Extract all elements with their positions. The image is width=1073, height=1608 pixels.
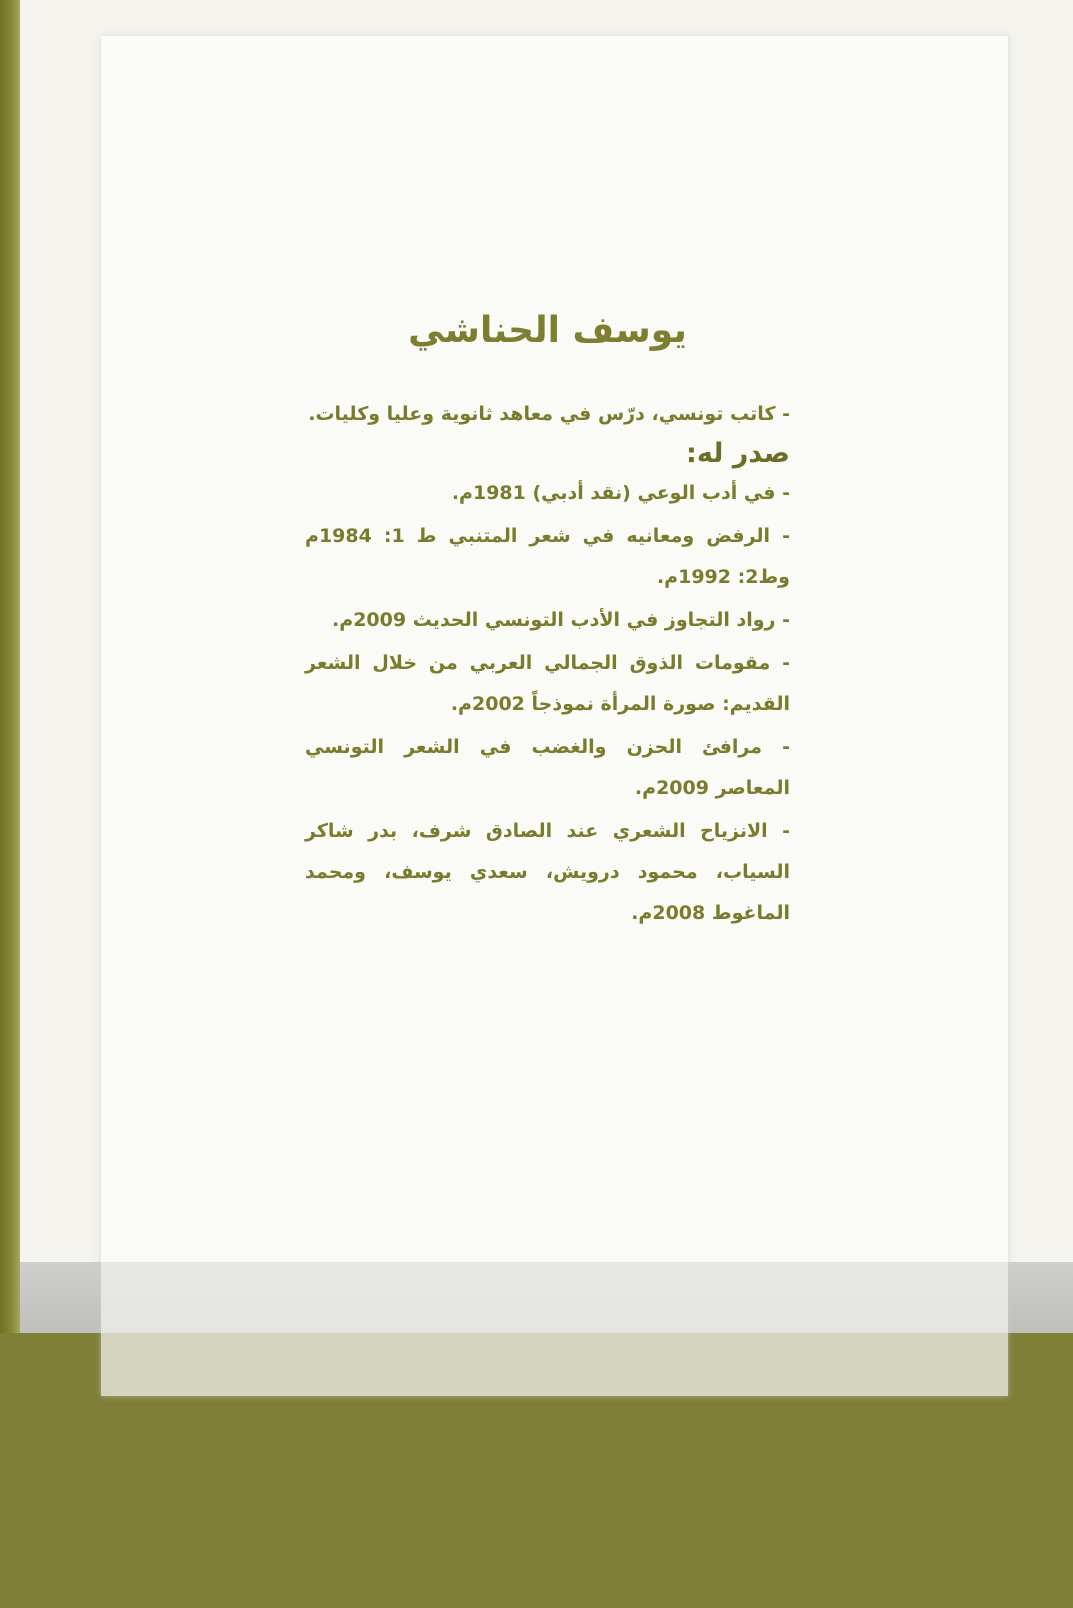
panel-overlap [101,1262,1008,1396]
author-content [305,310,790,936]
publication-item: - مرافئ الحزن والغضب في الشعر التونسي المعاصر 2009م. [305,736,790,799]
publication-item: - في أدب الوعي (نقد أدبي) 1981م. [451,482,790,504]
publication-item: - الرفض ومعانيه في شعر المتنبي ط 1: 1984م وط2: 1992م. [305,525,790,588]
author-bio: - كاتب تونسي، درّس في معاهد ثانوية وعليا وكليات. [308,403,790,425]
publication-item: - مقومات الذوق الجمالي العربي من خلال الشعر القديم: صورة المرأة نموذجاً 2002م. [305,652,790,715]
publication-item: - رواد التجاوز في الأدب التونسي الحديث 2009م. [332,609,790,631]
author-name: يوسف الحناشي [408,310,687,351]
publications-list [305,473,790,934]
publication-item: - الانزياح الشعري عند الصادق شرف، بدر شاكر السياب، محمود درويش، سعدي يوسف، ومحمد الماغوط 2008م. [305,820,790,924]
publications-heading: صدر له: [686,438,790,469]
